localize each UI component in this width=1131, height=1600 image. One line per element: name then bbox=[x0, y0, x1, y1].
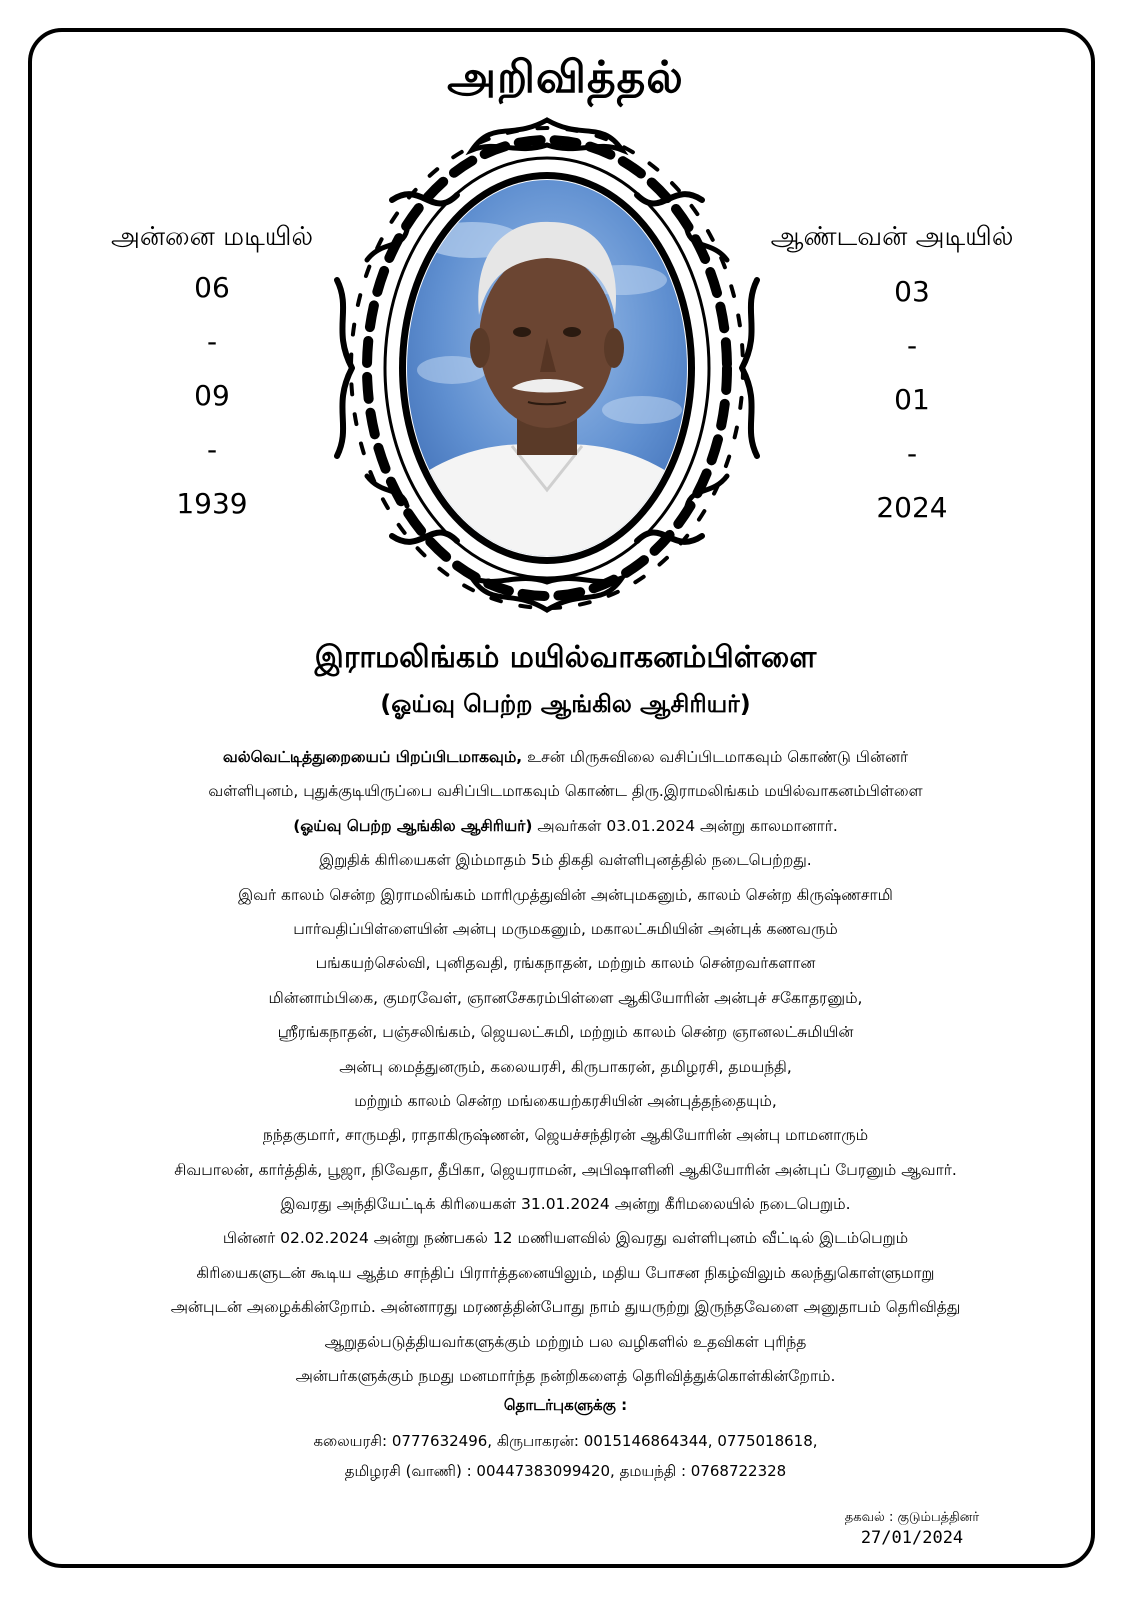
birth-day: 06 bbox=[194, 271, 230, 304]
death-label: ஆண்டவன் அடியில் bbox=[770, 222, 1014, 252]
birth-separator: - bbox=[206, 433, 218, 466]
body-line: ஆறுதல்படுத்தியவர்களுக்கும் மற்றும் பல வழிகளில் உதவிகள் புரிந்த bbox=[324, 1332, 807, 1351]
body-line: அன்புடன் அழைக்கின்றோம். அன்னாரது மரணத்தின்போது நாம் துயருற்று இருந்தவேளை அனுதாபம் தெரிவித்து bbox=[170, 1298, 961, 1317]
body-line: பார்வதிப்பிள்ளையின் அன்பு மருமகனும், மகாலட்சுமியின் அன்புக் கணவரும் bbox=[293, 919, 838, 938]
birthplace-text: வல்வெட்டித்துறையைப் பிறப்பிடமாகவும், bbox=[222, 748, 523, 766]
notice-date: 27/01/2024 bbox=[860, 1528, 964, 1548]
death-month: 01 bbox=[894, 383, 930, 416]
body-line: நந்தகுமார், சாருமதி, ராதாகிருஷ்ணன், ஜெயச்சந்திரன் ஆகியோரின் அன்பு மாமனாரும் bbox=[262, 1126, 869, 1145]
obituary-body bbox=[60, 740, 1071, 1393]
body-line: மின்னாம்பிகை, குமரவேள், ஞானசேகரம்பிள்ளை ஆகியோரின் அன்புச் சகோதரனும், bbox=[268, 988, 863, 1007]
body-line bbox=[60, 809, 1071, 843]
birth-label: அன்னை மடியில் bbox=[110, 222, 314, 252]
body-line: மற்றும் காலம் சென்ற மங்கையற்கரசியின் அன்புத்தந்தையும், bbox=[354, 1091, 777, 1110]
deceased-title: (ஓய்வு பெற்ற ஆங்கில ஆசிரியர்) bbox=[380, 690, 751, 718]
body-line: வள்ளிபுனம், புதுக்குடியிருப்பை வசிப்பிடமாகவும் கொண்ட திரு.இராமலிங்கம் மயில்வாகனம்பிள்ளை bbox=[208, 782, 923, 801]
birth-separator: - bbox=[206, 325, 218, 358]
death-date bbox=[812, 272, 1012, 542]
body-line: கிரியைகளுடன் கூடிய ஆத்ம சாந்திப் பிரார்த்தனையிலும், மதிய போசன நிகழ்விலும் கலந்துகொள்ளுமாறு bbox=[196, 1263, 935, 1282]
birth-date bbox=[112, 268, 312, 538]
body-line: பங்கயற்செல்வி, புனிதவதி, ரங்கநாதன், மற்றும் காலம் சென்றவர்களான bbox=[315, 954, 816, 973]
body-line: அன்பர்களுக்கும் நமது மனமார்ந்த நன்றிகளைத் தெரிவித்துக்கொள்கின்றோம். bbox=[295, 1367, 836, 1386]
body-line: அன்பு மைத்துனரும், கலையரசி, கிருபாகரன், தமிழரசி, தமயந்தி, bbox=[339, 1057, 792, 1076]
death-year: 2024 bbox=[876, 491, 948, 524]
birth-year: 1939 bbox=[176, 487, 248, 520]
deceased-name: இராமலிங்கம் மயில்வாகனம்பிள்ளை bbox=[314, 640, 817, 675]
body-line: பின்னர் 02.02.2024 அன்று நண்பகல் 12 மணியளவில் இவரது வள்ளிபுனம் வீட்டில் இடம்பெறும் bbox=[222, 1229, 909, 1248]
contacts-heading: தொடர்புகளுக்கு : bbox=[503, 1396, 628, 1414]
contacts-line: கலையரசி: 0777632496, கிருபாகரன்: 0015146864344, 0775018618, bbox=[313, 1432, 818, 1450]
body-line: சிவபாலன், கார்த்திக், பூஜா, நிவேதா, தீபிகா, ஜெயராமன், அபிஷாளினி ஆகியோரின் அன்புப் பேரனும் ஆவார். bbox=[174, 1160, 957, 1179]
death-day: 03 bbox=[894, 275, 930, 308]
contacts-line: தமிழரசி (வாணி) : 00447383099420, தமயந்தி : 0768722328 bbox=[344, 1462, 787, 1480]
body-line: இவர் காலம் சென்ற இராமலிங்கம் மாரிமுத்துவின் அன்புமகனும், காலம் சென்ற கிருஷ்ணசாமி bbox=[238, 885, 893, 904]
body-line: இவரது அந்தியேட்டிக் கிரியைகள் 31.01.2024 அன்று கீரிமலையில் நடைபெறும். bbox=[280, 1195, 851, 1214]
ornamental-frame bbox=[322, 110, 772, 618]
body-line bbox=[60, 740, 1071, 774]
notice-title: அறிவித்தல் bbox=[447, 52, 684, 103]
body-line: இறுதிக் கிரியைகள் இம்மாதம் 5ம் திகதி வள்ளிபுனத்தில் நடைபெற்றது. bbox=[319, 851, 812, 870]
body-line: ஸ்ரீரங்கநாதன், பஞ்சலிங்கம், ஜெயலட்சுமி, மற்றும் காலம் சென்ற ஞானலட்சுமியின் bbox=[277, 1023, 854, 1042]
credit: தகவல் : குடும்பத்தினர் bbox=[844, 1510, 980, 1525]
death-separator: - bbox=[906, 437, 918, 470]
body-line-text: அவர்கள் 03.01.2024 அன்று காலமானார். bbox=[532, 816, 838, 835]
title-text: (ஓய்வு பெற்ற ஆங்கில ஆசிரியர்) bbox=[293, 816, 533, 835]
body-line-text: உசன் மிருசுவிலை வசிப்பிடமாகவும் கொண்டு பின்னர் bbox=[522, 748, 909, 766]
death-separator: - bbox=[906, 329, 918, 362]
portrait-frame bbox=[322, 110, 772, 618]
contacts bbox=[0, 1390, 1131, 1486]
birth-month: 09 bbox=[194, 379, 230, 412]
